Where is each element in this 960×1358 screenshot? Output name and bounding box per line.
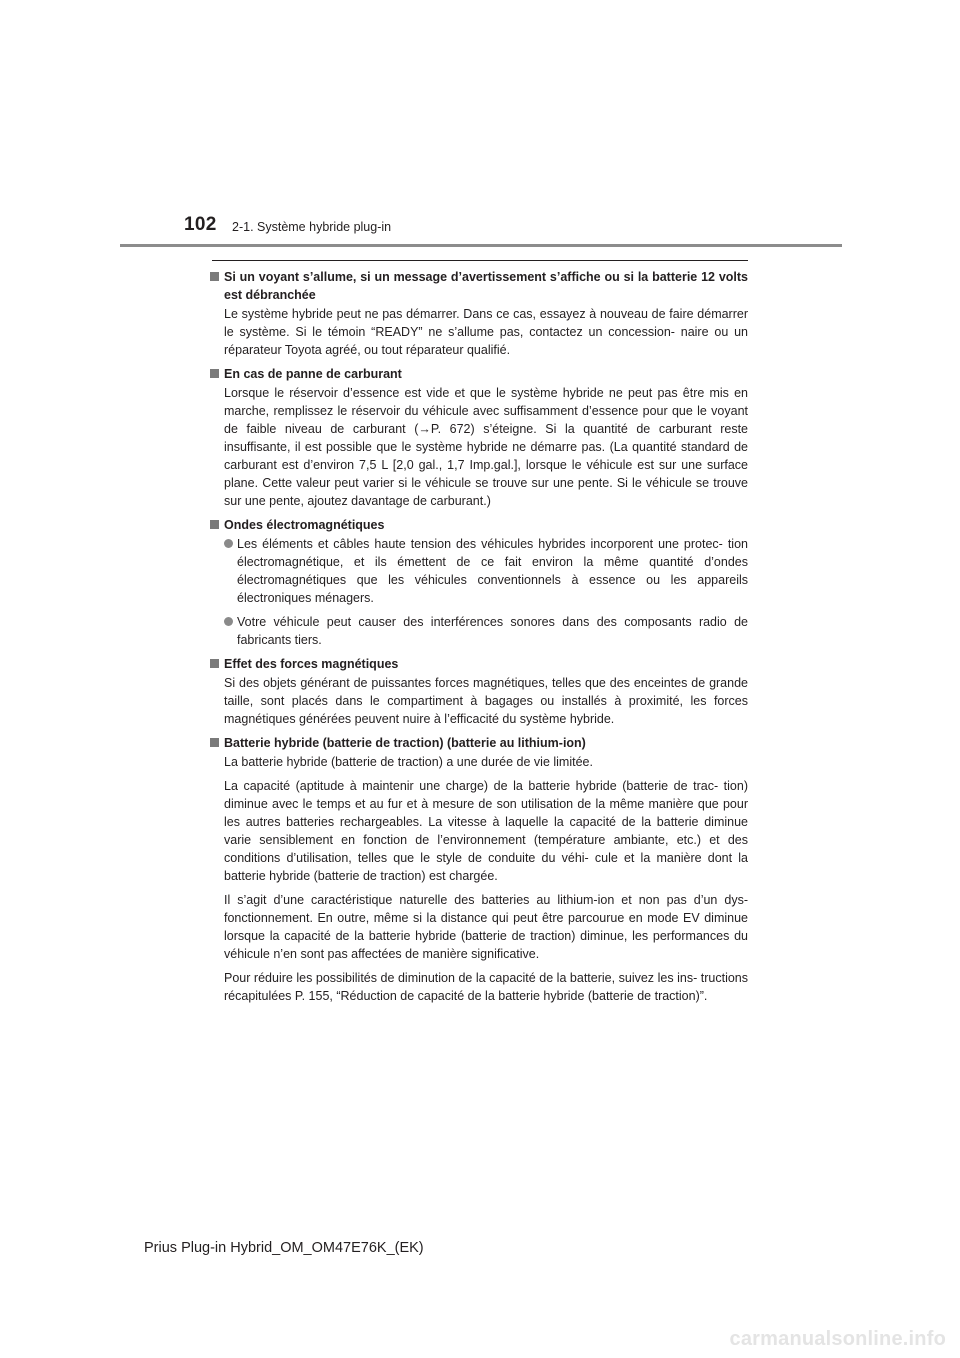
square-bullet-icon [210, 272, 219, 281]
circle-bullet-icon [224, 617, 233, 626]
square-bullet-icon [210, 520, 219, 529]
bullet-text: Votre véhicule peut causer des interférences sonores dans des composants radio de fabricants tiers. [237, 615, 748, 647]
paragraph: Il s’agit d’une caractéristique naturelle des batteries au lithium-ion et non pas d’un dys- fonctionnement. En outre, même si la distance qui peut être parcourue en mode EV diminue lorsque la capacité de la batterie hybride (batterie de traction) diminue, les performances du véhicule n’en sont pas affectées de manière significative. [224, 893, 748, 961]
document-id-footer: Prius Plug-in Hybrid_OM_OM47E76K_(EK) [144, 1240, 424, 1256]
topic-magnetic-forces [210, 655, 748, 728]
topic-heading [210, 268, 748, 304]
paragraph: Si des objets générant de puissantes forces magnétiques, telles que des enceintes de grande taille, sont placés dans le compartiment à bagages ou installés à proximité, les forces magnétiques générées peuvent nuire à l’efficacité du système hybride. [224, 676, 748, 726]
square-bullet-icon [210, 738, 219, 747]
header-divider [120, 244, 842, 247]
section-title: 2-1. Système hybride plug-in [232, 220, 392, 234]
square-bullet-icon [210, 369, 219, 378]
square-bullet-icon [210, 659, 219, 668]
topic-heading-text: Effet des forces magnétiques [224, 657, 399, 671]
topic-heading-text: Batterie hybride (batterie de traction) (batterie au lithium-ion) [224, 736, 586, 750]
bullet-text: Les éléments et câbles haute tension des véhicules hybrides incorporent une protec- tion électromagnétique, et ils émettent de ce fait environ la même quantité d’ondes électromagnétiques que les véhicules conventionnels à essence ou les appareils électroniques ménagers. [237, 537, 748, 605]
bullet-item [210, 613, 748, 649]
paragraph: Le système hybride peut ne pas démarrer. Dans ce cas, essayez à nouveau de faire démarrer le système. Si le témoin “READY” ne s’allume pas, contactez un concession- naire ou un réparateur Toyota agréé, ou tout réparateur qualifié. [224, 307, 748, 357]
topic-heading-text: Ondes électromagnétiques [224, 518, 385, 532]
topic-hybrid-battery [210, 734, 748, 1005]
bullet-item [210, 535, 748, 607]
topic-electromagnetic-waves [210, 516, 748, 649]
content-top-rule [212, 260, 748, 261]
topic-heading [210, 365, 748, 383]
paragraph: La capacité (aptitude à maintenir une charge) de la batterie hybride (batterie de trac- tion) diminue avec le temps et au fur et à mesure de son utilisation de la même manière que pour les autres batteries rechargeables. La vitesse à laquelle la capacité de la batterie diminue varie sensiblement en fonction de l’environnement (température ambiante, etc.) et des conditions d’utilisation, telles que le style de conduite du véhi- cule et la manière dont la batterie hybride (batterie de traction) est chargée. [224, 779, 748, 883]
site-watermark: carmanualsonline.info [729, 1328, 946, 1350]
topic-heading-text: Si un voyant s’allume, si un message d’avertissement s’affiche ou si la batterie 12 volts est débranchée [224, 270, 748, 302]
paragraph: Pour réduire les possibilités de diminution de la capacité de la batterie, suivez les ins- tructions récapitulées P. 155, “Réduction de capacité de la batterie hybride (batterie de traction)”. [224, 971, 748, 1003]
topic-heading-text: En cas de panne de carburant [224, 367, 402, 381]
paragraph: La batterie hybride (batterie de traction) a une durée de vie limitée. [224, 755, 593, 769]
topic-heading [210, 655, 748, 673]
topic-heading [210, 734, 748, 752]
topic-fuel-shortage [210, 365, 748, 510]
paragraph: Lorsque le réservoir d’essence est vide et que le système hybride ne peut pas être mis en marche, remplissez le réservoir du véhicule avec suffisamment d’essence pour que le voyant de faible niveau de carburant (→P. 672) s’éteigne. Si la quantité de carburant reste insuffisante, il est possible que le système hybride ne démarre pas. (La quantité standard de carburant est d’environ 7,5 L [2,0 gal., 1,7 Imp.gal.], lorsque le véhicule est sur une surface plane. Cette valeur peut varier si le véhicule se trouve sur une pente. Si le véhicule se trouve sur une pente, ajoutez davantage de carburant.) [224, 386, 748, 508]
topic-warning-light [210, 268, 748, 359]
page-content [210, 268, 748, 1011]
page-number: 102 [184, 214, 217, 235]
circle-bullet-icon [224, 539, 233, 548]
topic-heading [210, 516, 748, 534]
